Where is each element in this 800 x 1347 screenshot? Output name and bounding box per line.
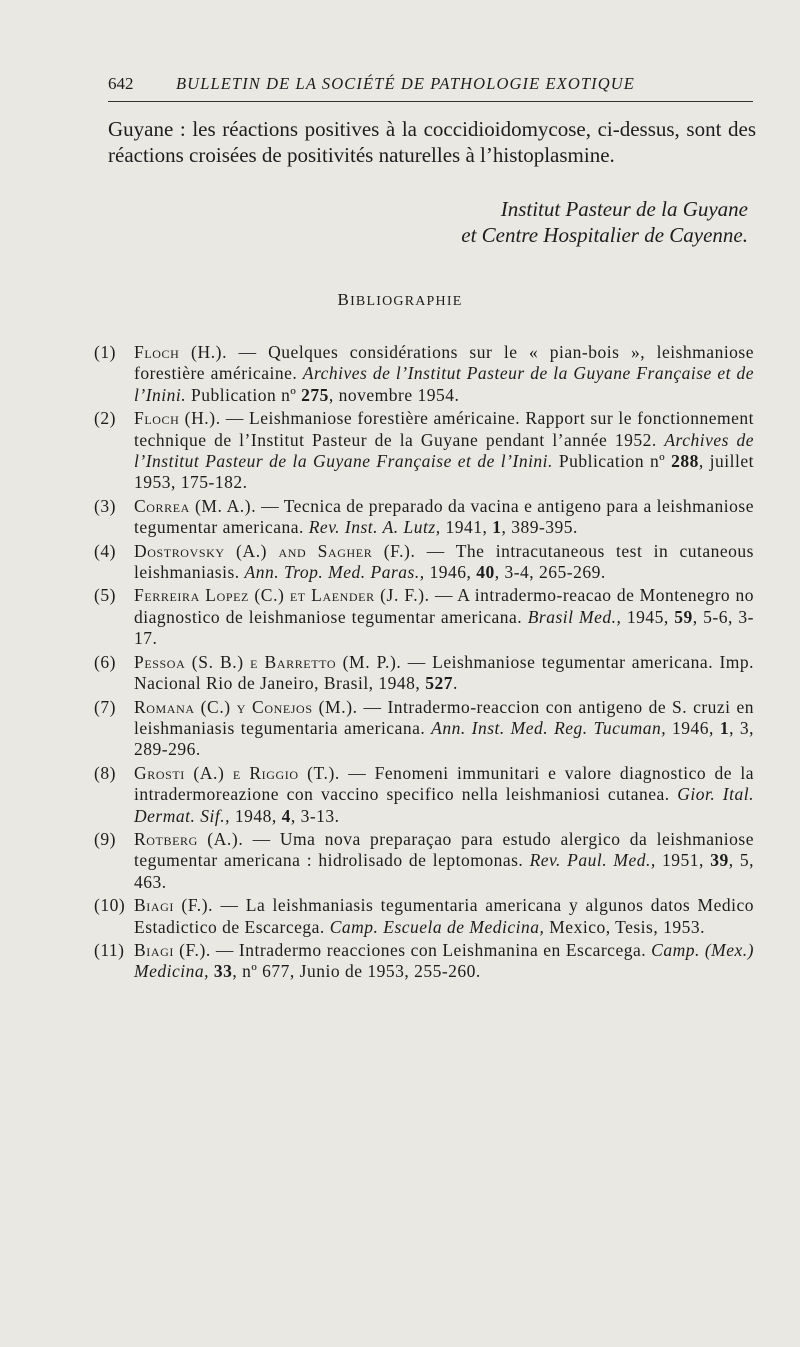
reference-authors: Romana (C.) y Conejos (M.). <box>134 696 358 717</box>
reference-number: (11) <box>94 939 125 960</box>
reference-text: — Leishmaniose forestière américaine. Rapport sur le fonctionnement technique de l’Institut Pasteur de la Guyane pendant l’année 1952. <box>134 408 755 450</box>
reference-text: — Intradermo-reaccion con antigeno de S. cruzi en leishmaniasis tegumentaria americana. <box>134 696 754 738</box>
reference-authors: Biagi (F.). <box>134 895 214 916</box>
reference-text: — Uma nova preparaçao para estudo alergico da leishmaniose tegumentar americana : hidrolisado de leptomonas. <box>134 828 754 871</box>
reference-source: Archives de l’Institut Pasteur de la Guyane Française et de l’Inini. <box>134 363 754 405</box>
reference-number: (5) <box>94 585 116 606</box>
reference-volume: 39 <box>710 850 729 871</box>
reference-source: Rev. Paul. Med., <box>529 850 656 871</box>
reference-item: (8) Grosti (A.) e Riggio (T.). — Fenomeni immunitari e valore diagnostico de la intradermoreazione con vaccino specifico nella leishmaniosi cutanea. Gior. Ital. Dermat. Sif., 1948, 4, 3-13. <box>94 762 754 826</box>
reference-item: (4) Dostrovsky (A.) and Sagher (F.). — The intracutaneous test in cutaneous leishmaniasis. Ann. Trop. Med. Paras., 1946, 40, 3-4, 265-269. <box>94 540 754 583</box>
reference-number: (2) <box>94 408 116 429</box>
reference-item: (10) Biagi (F.). — La leishmaniasis tegumentaria americana y algunos datos Medico Estadictico de Escarcega. Camp. Escuela de Medicina, Mexico, Tesis, 1953. <box>94 895 754 937</box>
reference-volume: 527 <box>425 673 453 694</box>
reference-source: Ann. Trop. Med. Paras., <box>244 562 425 583</box>
bibliography-heading: BIBLIOGRAPHIE <box>337 290 463 309</box>
reference-source: Rev. Inst. A. Lutz, <box>308 517 441 538</box>
reference-item: (9) Rotberg (A.). — Uma nova preparaçao para estudo alergico da leishmaniose tegumentar americana : hidrolisado de leptomonas. Rev. Paul. Med., 1951, 39, 5, 463. <box>94 828 754 892</box>
reference-source: Camp. (Mex.) Medicina, <box>134 939 754 982</box>
reference-authors: Pessoa (S. B.) e Barretto (M. P.). <box>134 651 402 672</box>
reference-authors: Ferreira Lopez (C.) et Laender (J. F.). <box>134 585 430 606</box>
reference-volume: 4 <box>281 805 291 826</box>
reference-text: — Fenomeni immunitari e valore diagnostico de la intradermoreazione con vaccino specifico nella leishmaniosi cutanea. <box>134 762 754 805</box>
reference-text: — La leishmaniasis tegumentaria americana y algunos datos Medico Estadictico de Escarcega. <box>134 895 754 937</box>
reference-source: Brasil Med., <box>527 606 622 627</box>
reference-number: (10) <box>94 895 126 916</box>
reference-number: (1) <box>94 342 116 362</box>
reference-text: — Intradermo reacciones con Leishmanina en Escarcega. <box>210 939 652 960</box>
reference-source: Archives de l’Institut Pasteur de la Guyane Française et de l’Inini. <box>134 429 755 472</box>
reference-item: (6) Pessoa (S. B.) e Barretto (M. P.). — Leishmaniose tegumentar americana. Imp. Nacional Rio de Janeiro, Brasil, 1948, 527. <box>94 651 755 694</box>
reference-item: (3) Correa (M. A.). — Tecnica de preparado da vacina e antigeno para a leishmaniose tegumentar americana. Rev. Inst. A. Lutz, 1941, 1, 389-395. <box>94 495 755 538</box>
reference-authors: Correa (M. A.). <box>134 495 257 516</box>
reference-number: (8) <box>94 762 116 783</box>
reference-volume: 288 <box>671 451 699 472</box>
page-header <box>108 68 753 98</box>
reference-authors: Floch (H.). <box>134 408 221 429</box>
header-rule <box>108 101 753 102</box>
reference-item: (5) Ferreira Lopez (C.) et Laender (J. F.). — A intradermo-reacao de Montenegro no diagnostico de leishmaniose tegumentar americana. Brasil Med., 1945, 59, 5-6, 3-17. <box>94 585 754 649</box>
reference-item: (2) Floch (H.). — Leishmaniose forestière américaine. Rapport sur le fonctionnement technique de l’Institut Pasteur de la Guyane pendant l’année 1952. Archives de l’Institut Pasteur de la Guyane Française et de l’Inini. Publication nº 288, juillet 1953, 175-182. <box>94 408 755 493</box>
reference-authors: Dostrovsky (A.) and Sagher (F.). <box>134 540 416 561</box>
reference-volume: 1 <box>492 517 502 538</box>
reference-volume: 33 <box>213 961 233 982</box>
reference-authors: Floch (H.). <box>134 342 228 362</box>
reference-source: Camp. Escuela de Medicina, <box>329 916 545 937</box>
reference-item: (11) Biagi (F.). — Intradermo reacciones con Leishmanina en Escarcega. Camp. (Mex.) Medicina, 33, nº 677, Junio de 1953, 255-260. <box>94 939 754 982</box>
reference-source: Ann. Inst. Med. Reg. Tucuman, <box>431 717 667 738</box>
reference-number: (3) <box>94 495 116 516</box>
reference-text: — The intracutaneous test in cutaneous leishmaniasis. <box>134 540 754 583</box>
reference-item: (7) Romana (C.) y Conejos (M.). — Intradermo-reaccion con antigeno de S. cruzi en leishmaniasis tegumentaria americana. Ann. Inst. Med. Reg. Tucuman, 1946, 1, 3, 289-296. <box>94 696 755 760</box>
reference-volume: 40 <box>476 562 495 583</box>
reference-authors: Grosti (A.) e Riggio (T.). <box>134 762 340 783</box>
institution-signature <box>461 196 748 248</box>
reference-number: (7) <box>94 696 116 717</box>
signature-line-2: et Centre Hospitalier de Cayenne. <box>461 223 748 247</box>
signature-line-1: Institut Pasteur de la Guyane <box>500 197 748 221</box>
running-title: BULLETIN DE LA SOCIÉTÉ DE PATHOLOGIE EXOTIQUE <box>176 74 635 93</box>
reference-volume: 1 <box>719 717 730 738</box>
reference-number: (9) <box>94 828 116 849</box>
reference-volume: 275 <box>301 384 329 405</box>
reference-text: — Leishmaniose tegumentar americana. Imp. Nacional Rio de Janeiro, Brasil, 1948, <box>134 651 755 694</box>
reference-item: (1) Floch (H.). — Quelques considérations sur le « pian-bois », leishmaniose forestière américaine. Archives de l’Institut Pasteur de la Guyane Française et de l’Inini. Publication nº 275, novembre 1954. <box>94 342 755 405</box>
reference-source: Gior. Ital. Dermat. Sif., <box>134 784 754 826</box>
reference-authors: Rotberg (A.). <box>134 828 244 849</box>
reference-list <box>94 342 754 985</box>
reference-number: (6) <box>94 651 116 672</box>
page-number: 642 <box>108 74 134 93</box>
intro-paragraph: Guyane : les réactions positives à la coccidioidomycose, ci-dessus, sont des réactions croisées de positivités naturelles à l’histoplasmine. <box>108 117 756 167</box>
reference-authors: Biagi (F.). <box>134 939 211 960</box>
reference-text: — Quelques considérations sur le « pian-bois », leishmaniose forestière américaine. <box>134 342 755 384</box>
reference-volume: 59 <box>674 606 693 627</box>
reference-text: — A intradermo-reacao de Montenegro no diagnostico de leishmaniose tegumentar americana. <box>134 585 754 627</box>
reference-number: (4) <box>94 540 116 561</box>
reference-text: — Tecnica de preparado da vacina e antigeno para a leishmaniose tegumentar americana. <box>134 495 755 538</box>
